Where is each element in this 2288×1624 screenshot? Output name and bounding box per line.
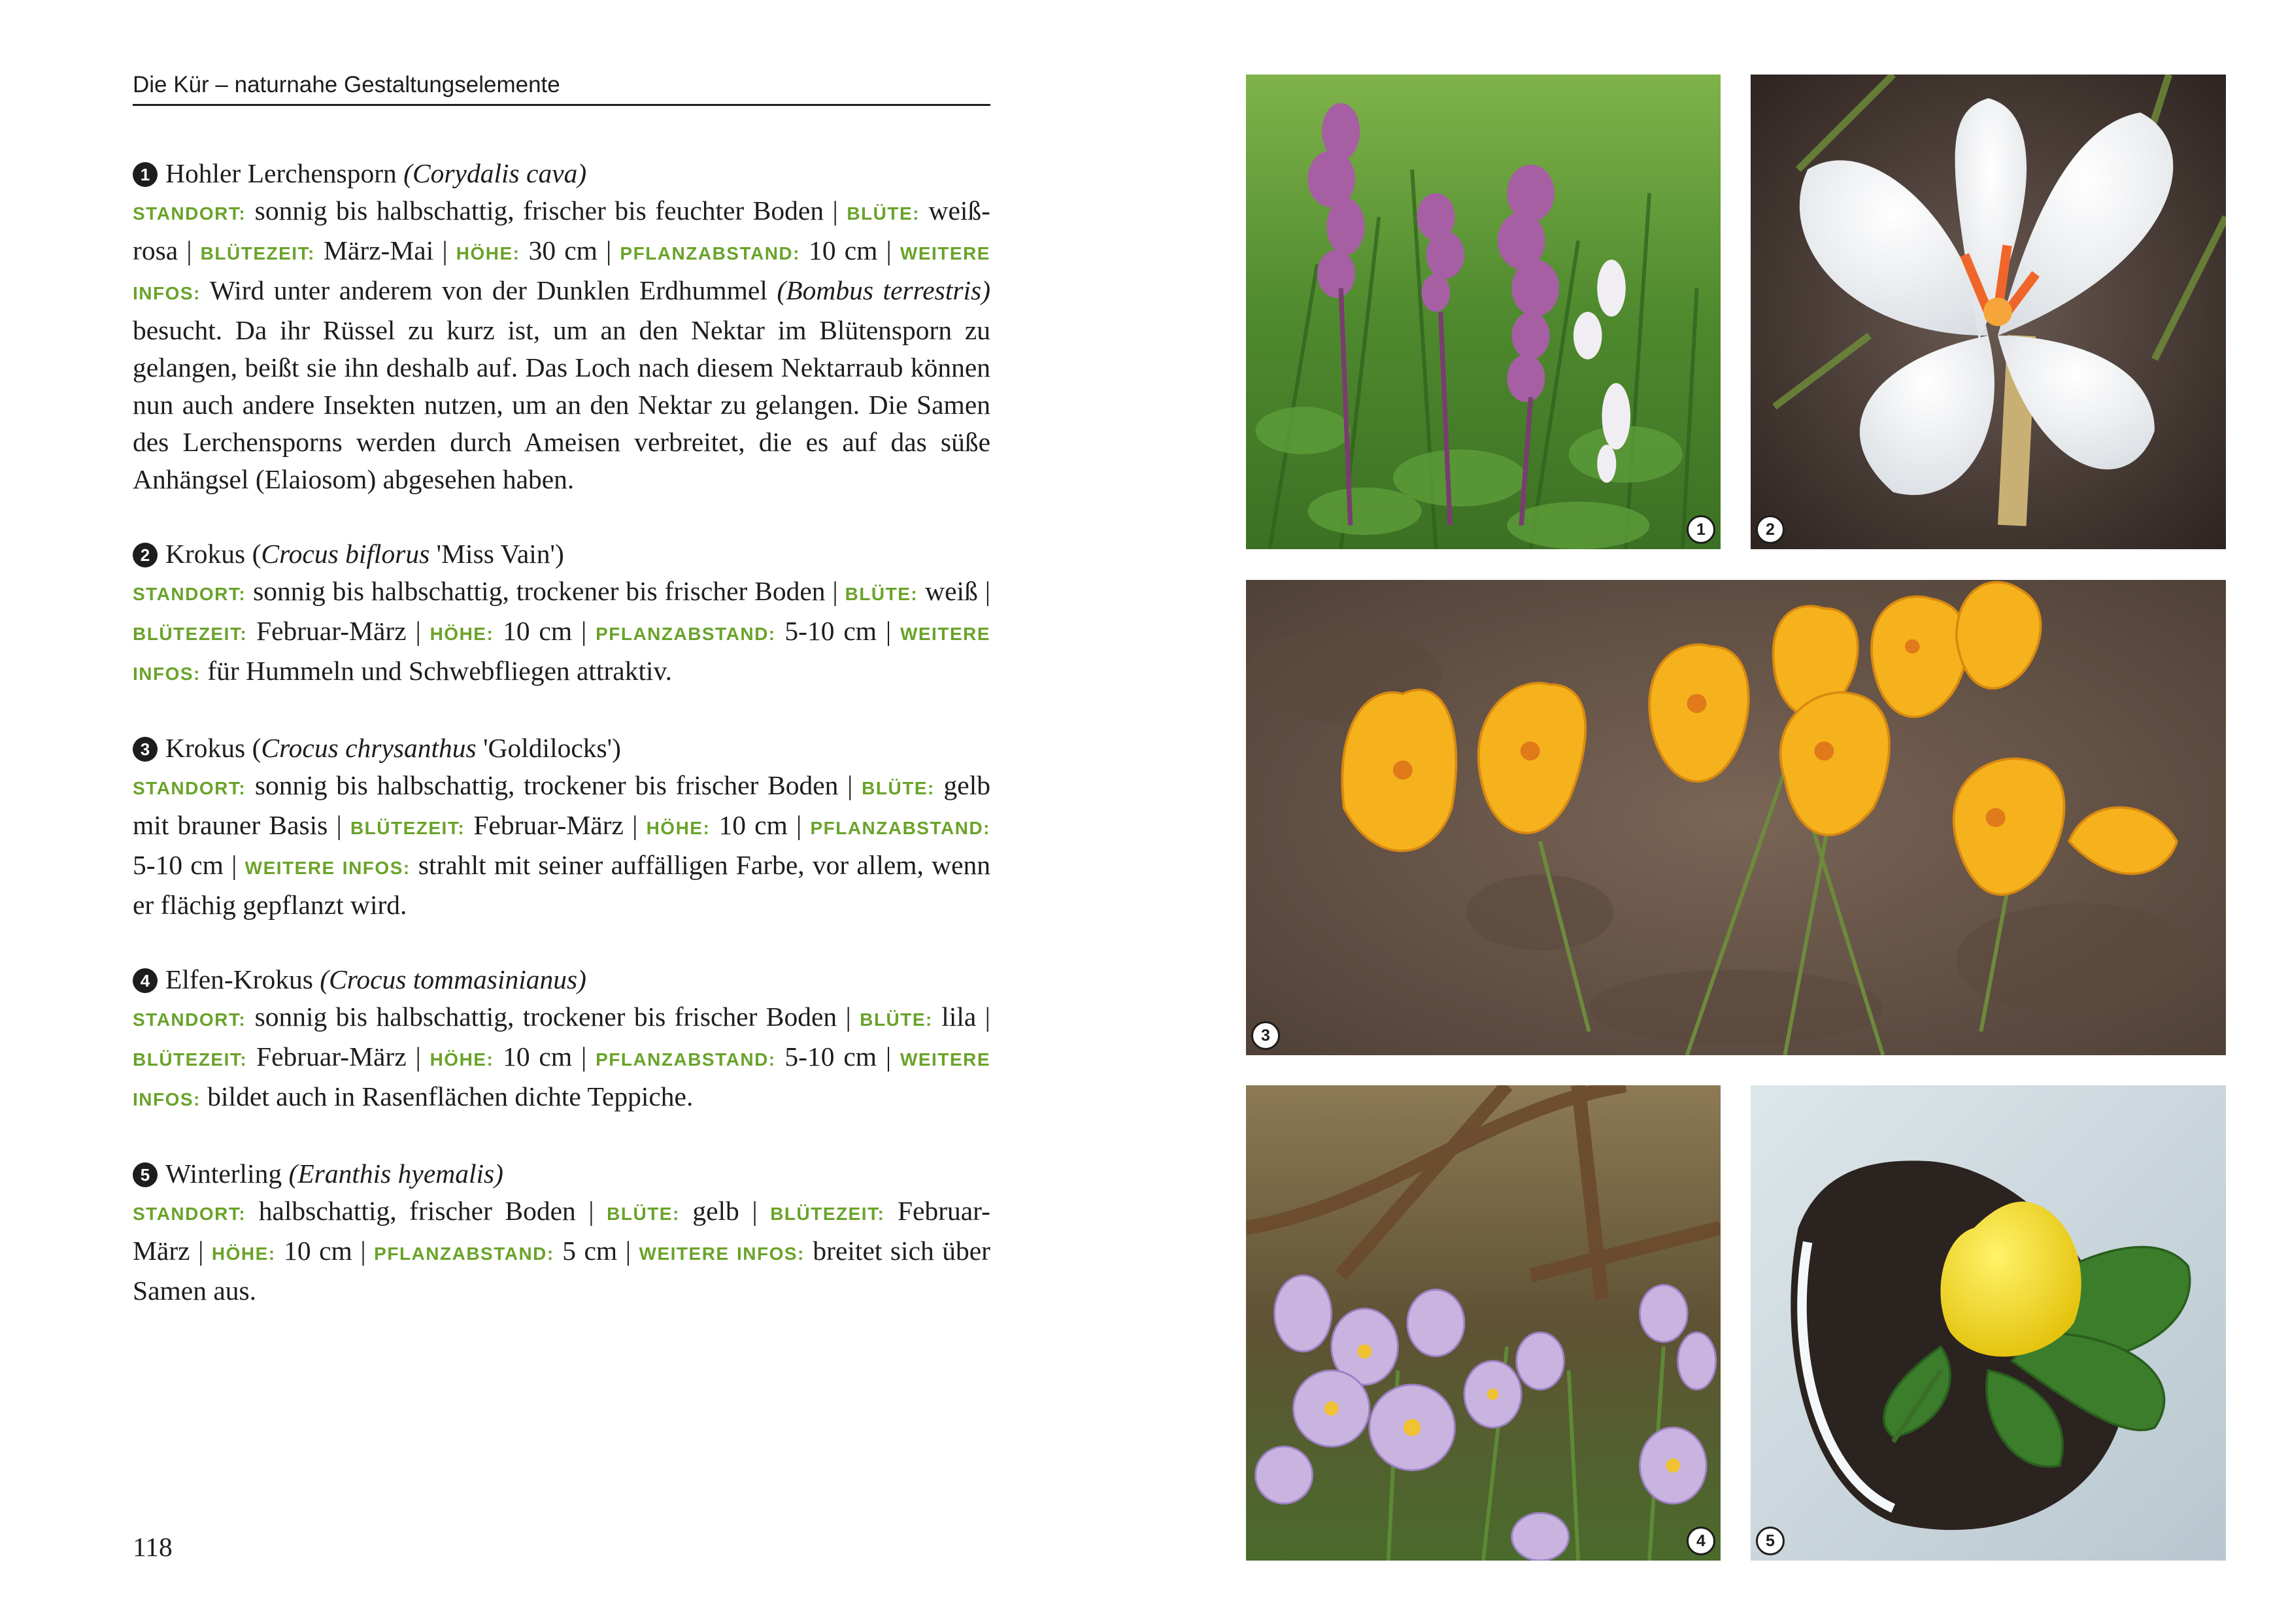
- photo-corydalis: [1246, 75, 1721, 549]
- plant-list: [133, 155, 990, 1347]
- lilac-crocus-illustration: [1246, 1085, 1721, 1561]
- photo-winterling: [1751, 1085, 2226, 1561]
- plant-entry-crocus-tommasinianus: 4 Elfen-Krokus (Crocus tommasinianus) STANDORT: sonnig bis halbschattig, trockener bis frischer Boden | BLÜTE: lila | BLÜTEZEIT: Februar-März | HÖHE: 10 cm | PFLANZABSTAND: 5-10 cm | WEITERE INFOS: bildet auch in Rasenflächen dichte Teppiche.: [133, 961, 990, 1118]
- white-crocus-illustration: [1751, 75, 2226, 549]
- entry-title: 3 Krokus (Crocus chrysanthus 'Goldilocks'): [133, 730, 990, 767]
- entry-title: 1 Hohler Lerchensporn (Corydalis cava): [133, 155, 990, 192]
- entry-number: 2: [133, 543, 158, 567]
- photo-badge-2: 2: [1756, 515, 1785, 544]
- photo-badge-5: 5: [1756, 1527, 1785, 1555]
- winterling-illustration: [1751, 1085, 2226, 1561]
- entry-title: 2 Krokus (Crocus biflorus 'Miss Vain'): [133, 535, 990, 573]
- photo-crocus-lilac: [1246, 1085, 1721, 1561]
- entry-title: 4 Elfen-Krokus (Crocus tommasinianus): [133, 961, 990, 998]
- photo-crocus-white: [1751, 75, 2226, 549]
- photo-badge-3: 3: [1251, 1021, 1280, 1050]
- yellow-crocus-illustration: [1246, 580, 2226, 1055]
- photo-badge-4: 4: [1687, 1527, 1715, 1555]
- entry-number: 5: [133, 1162, 158, 1187]
- page-number: 118: [133, 1532, 173, 1562]
- entry-number: 4: [133, 968, 158, 993]
- plant-entry-crocus-chrysanthus: 3 Krokus (Crocus chrysanthus 'Goldilocks') STANDORT: sonnig bis halbschattig, trockener bis frischer Boden | BLÜTE: gelb mit brauner Basis | BLÜTEZEIT: Februar-März | HÖHE: 10 cm | PFLANZABSTAND: 5-10 cm | WEITERE INFOS: strahlt mit seiner auffälligen Farbe, vor allem, wenn er flächig gepflanzt wird.: [133, 730, 990, 924]
- photo-crocus-yellow: [1246, 580, 2226, 1055]
- plant-entry-eranthis: 5 Winterling (Eranthis hyemalis) STANDORT: halbschattig, frischer Boden | BLÜTE: gelb | BLÜTEZEIT: Februar-März | HÖHE: 10 cm | PFLANZABSTAND: 5 cm | WEITERE INFOS: breitet sich über Samen aus.: [133, 1155, 990, 1310]
- corydalis-illustration: [1246, 75, 1721, 549]
- entry-number: 3: [133, 737, 158, 762]
- entry-title: 5 Winterling (Eranthis hyemalis): [133, 1155, 990, 1193]
- entry-number: 1: [133, 162, 158, 187]
- running-header: Die Kür – naturnahe Gestaltungselemente: [133, 71, 990, 106]
- photo-badge-1: 1: [1687, 515, 1715, 544]
- plant-entry-crocus-biflorus: 2 Krokus (Crocus biflorus 'Miss Vain') STANDORT: sonnig bis halbschattig, trockener bis frischer Boden | BLÜTE: weiß | BLÜTEZEIT: Februar-März | HÖHE: 10 cm | PFLANZABSTAND: 5-10 cm | WEITERE INFOS: für Hummeln und Schwebfliegen attraktiv.: [133, 535, 990, 692]
- plant-entry-corydalis: 1 Hohler Lerchensporn (Corydalis cava) STANDORT: sonnig bis halbschattig, frischer bis feuchter Boden | BLÜTE: weiß-rosa | BLÜTEZEIT: März-Mai | HÖHE: 30 cm | PFLANZABSTAND: 10 cm | WEITERE INFOS: Wird unter anderem von der Dunklen Erdhummel (Bombus terrestris) besucht. Da ihr Rüssel zu kurz ist, um an den Nektar im Blütensporn zu gelangen, beißt sie ihn deshalb auf. Das Loch nach diesem Nektarraub können nun auch andere Insekten nutzen, um an den Nektar zu gelangen. Die Samen des Lerchensporns werden durch Ameisen verbreitet, die es auf das süße Anhängsel (Elaiosom) abgesehen haben.: [133, 155, 990, 498]
